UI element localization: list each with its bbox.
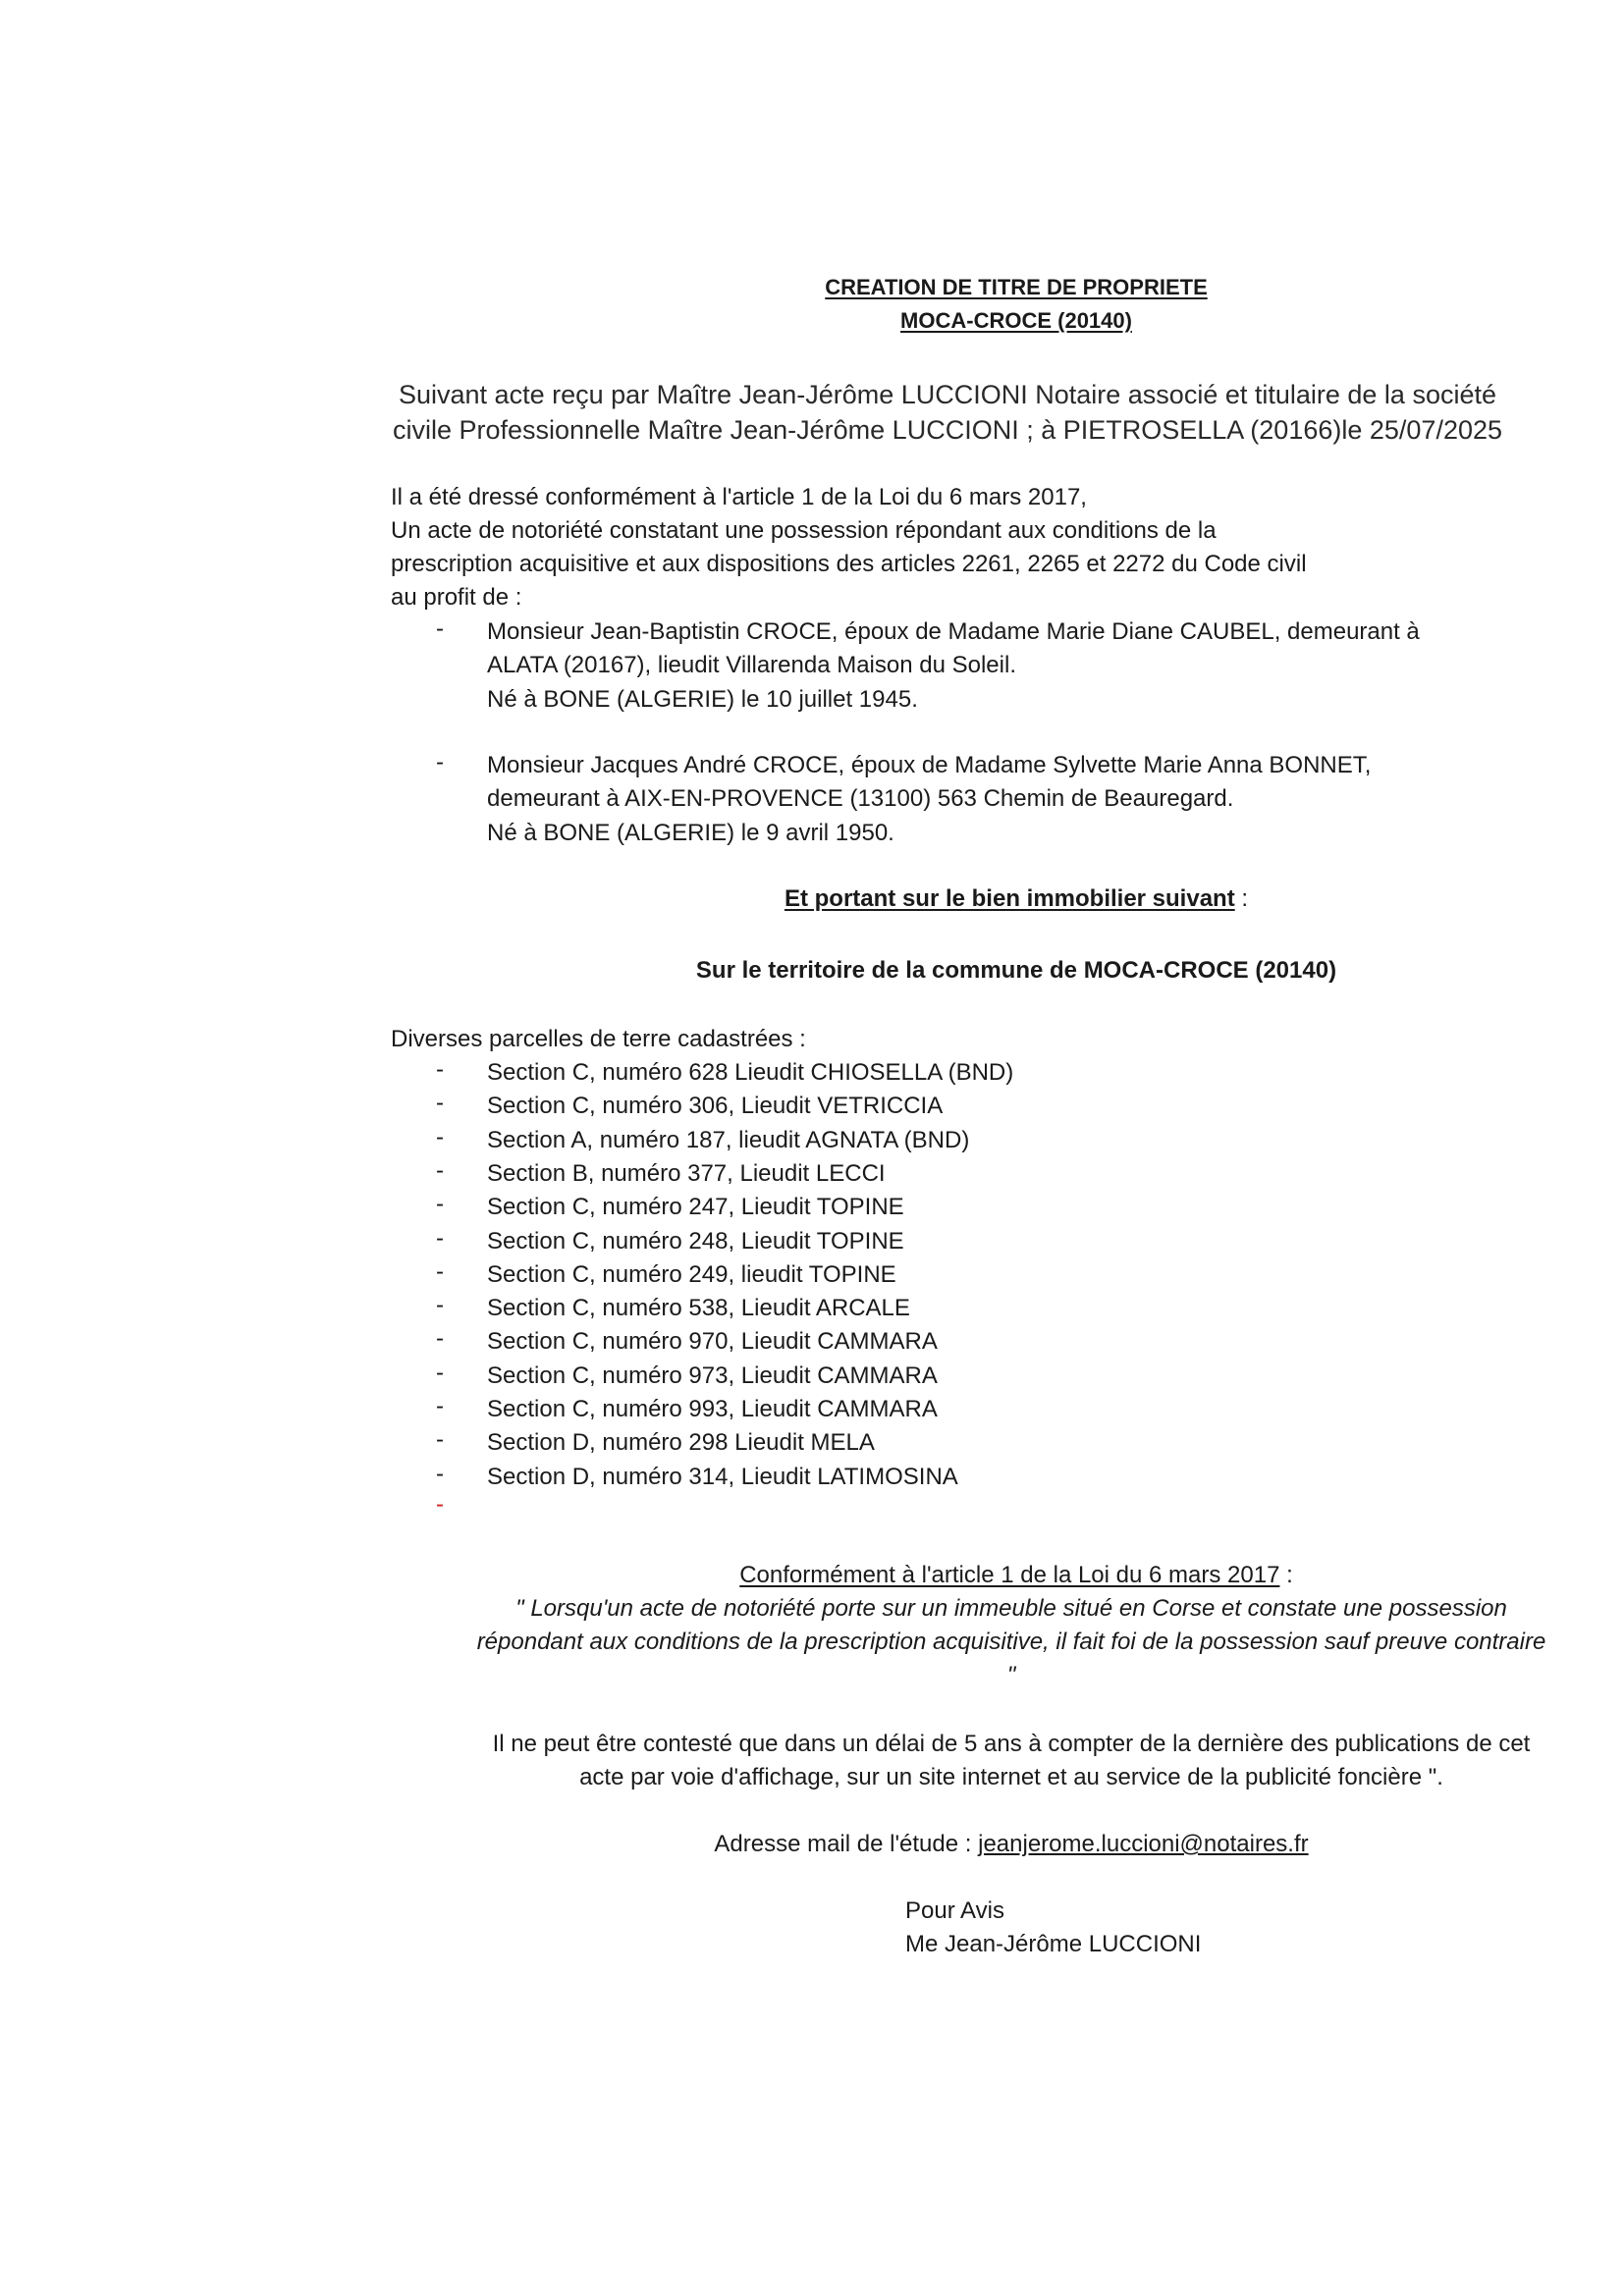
beneficiary-2-line-1: Monsieur Jacques André CROCE, époux de Madame Sylvette Marie Anna BONNET, [487, 752, 1372, 778]
intro-line-1: Suivant acte reçu par Maître Jean-Jérôme LUCCIONI Notaire associé et titulaire de la société [399, 380, 1496, 409]
law-quote-line-1: " Lorsqu'un acte de notoriété porte sur un immeuble situé en Corse et constate une possession [515, 1595, 1507, 1622]
parcel-item: Section C, numéro 628 Lieudit CHIOSELLA (BND) [487, 1059, 1014, 1086]
contest-line-2: acte par voie d'affichage, sur un site internet et au service de la publicité foncière ". [579, 1764, 1443, 1790]
parcel-item: Section C, numéro 247, Lieudit TOPINE [487, 1194, 904, 1220]
preamble-line-3: prescription acquisitive et aux dispositions des articles 2261, 2265 et 2272 du Code civil [391, 551, 1307, 577]
intro-line-2: civile Professionnelle Maître Jean-Jérôme LUCCIONI ; à PIETROSELLA (20166)le 25/07/2025 [392, 415, 1503, 445]
signature-line-2: Me Jean-Jérôme LUCCIONI [905, 1931, 1202, 1957]
law-quote-line-2: répondant aux conditions de la prescription acquisitive, il fait foi de la possession sauf preuve contraire [476, 1629, 1546, 1655]
parcel-item: Section C, numéro 248, Lieudit TOPINE [487, 1228, 904, 1255]
parcel-item: Section C, numéro 538, Lieudit ARCALE [487, 1295, 910, 1321]
parcel-dash: - [436, 1225, 444, 1252]
parcel-item: Section B, numéro 377, Lieudit LECCI [487, 1160, 886, 1187]
preamble-line-4: au profit de : [391, 584, 522, 611]
parcel-item: Section C, numéro 970, Lieudit CAMMARA [487, 1328, 938, 1355]
parcel-item: Section D, numéro 298 Lieudit MELA [487, 1429, 875, 1456]
parcel-item: Section A, numéro 187, lieudit AGNATA (BND) [487, 1127, 970, 1153]
territory-heading: Sur le territoire de la commune de MOCA-CROCE (20140) [695, 957, 1337, 984]
beneficiary-1-line-1: Monsieur Jean-Baptistin CROCE, époux de Madame Marie Diane CAUBEL, demeurant à [487, 618, 1420, 645]
preamble-line-2: Un acte de notoriété constatant une possession répondant aux conditions de la [391, 517, 1217, 544]
empty-red-dash: - [436, 1491, 444, 1518]
law-heading [393, 1559, 1624, 1592]
parcels-intro: Diverses parcelles de terre cadastrées : [391, 1026, 806, 1052]
beneficiary-dash: - [436, 749, 444, 775]
parcel-dash: - [436, 1157, 444, 1184]
contact-label: Adresse mail de l'étude : [714, 1831, 979, 1857]
parcel-item: Section C, numéro 306, Lieudit VETRICCIA [487, 1093, 944, 1119]
parcel-dash: - [436, 1056, 444, 1083]
beneficiary-2-line-2: demeurant à AIX-EN-PROVENCE (13100) 563 Chemin de Beauregard. [487, 785, 1234, 812]
document-title: CREATION DE TITRE DE PROPRIETE [825, 275, 1208, 299]
parcel-dash: - [436, 1258, 444, 1285]
parcel-dash: - [436, 1191, 444, 1217]
contact-email-link[interactable]: jeanjerome.luccioni@notaires.fr [978, 1831, 1309, 1857]
beneficiary-1-line-2: ALATA (20167), lieudit Villarenda Maison du Soleil. [487, 652, 1016, 678]
parcel-item: Section C, numéro 993, Lieudit CAMMARA [487, 1396, 938, 1422]
property-heading-text: Et portant sur le bien immobilier suivant [784, 885, 1235, 912]
parcel-dash: - [436, 1426, 444, 1453]
parcel-item: Section D, numéro 314, Lieudit LATIMOSINA [487, 1464, 958, 1490]
parcel-dash: - [436, 1124, 444, 1150]
preamble-line-1: Il a été dressé conformément à l'article 1 de la Loi du 6 mars 2017, [391, 484, 1087, 510]
signature-line-1: Pour Avis [905, 1897, 1004, 1924]
parcel-dash: - [436, 1090, 444, 1116]
parcel-dash: - [436, 1393, 444, 1419]
parcel-item: Section C, numéro 249, lieudit TOPINE [487, 1261, 896, 1288]
beneficiary-1-line-3: Né à BONE (ALGERIE) le 10 juillet 1945. [487, 686, 918, 713]
property-heading [393, 882, 1624, 916]
law-quote-line-3: " [1006, 1662, 1016, 1688]
beneficiary-2-line-3: Né à BONE (ALGERIE) le 9 avril 1950. [487, 820, 894, 846]
parcel-dash: - [436, 1325, 444, 1352]
law-heading-text: Conformément à l'article 1 de la Loi du 6 mars 2017 [739, 1562, 1280, 1588]
law-heading-suffix: : [1279, 1562, 1293, 1588]
contest-line-1: Il ne peut être contesté que dans un délai de 5 ans à compter de la dernière des publications de cet [492, 1731, 1531, 1757]
document-subtitle: MOCA-CROCE (20140) [900, 308, 1132, 333]
property-heading-suffix: : [1234, 885, 1249, 912]
parcel-dash: - [436, 1461, 444, 1487]
parcel-dash: - [436, 1360, 444, 1386]
contact-line [373, 1828, 1624, 1861]
parcel-item: Section C, numéro 973, Lieudit CAMMARA [487, 1362, 938, 1389]
parcel-dash: - [436, 1292, 444, 1318]
beneficiary-dash: - [436, 615, 444, 642]
